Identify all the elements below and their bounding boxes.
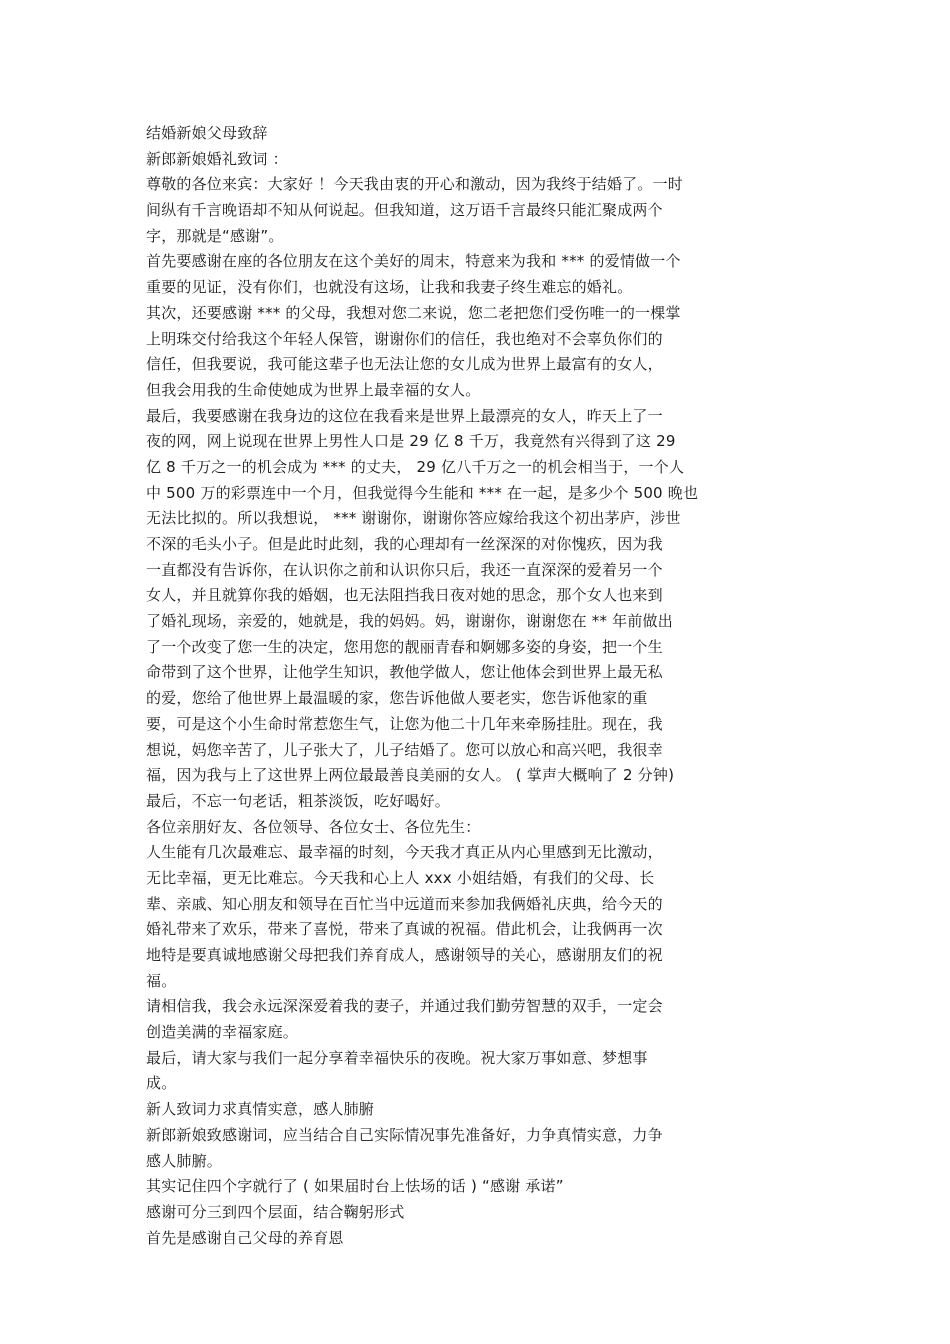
text-line: 女人，并且就算你我的婚姻，也无法阻挡我日夜对她的思念，那个女人也来到	[146, 586, 663, 605]
text-line: 要，可是这个小生命时常惹您生气，让您为他二十几年来牵肠挂肚。现在，我	[146, 714, 663, 733]
text-line: 无法比拟的。所以我想说， *** 谢谢你，谢谢你答应嫁给我这个初出茅庐，涉世	[146, 509, 681, 528]
text-line: 命带到了这个世界，让他学生知识，教他学做人，您让他体会到世界上最无私	[146, 663, 663, 682]
text-line: 间纵有千言晚语却不知从何说起。但我知道，这万语千言最终只能汇聚成两个	[146, 201, 663, 220]
text-line: 夜的网，网上说现在世界上男性人口是 29 亿 8 千万，我竟然有兴得到了这 29	[146, 432, 676, 451]
section-heading: 新郎新娘婚礼致词 ：	[146, 149, 288, 168]
text-line: 地特是要真诚地感谢父母把我们养育成人，感谢领导的关心，感谢朋友们的祝	[146, 946, 663, 964]
text-line: 的爱，您给了他世界上最温暖的家，您告诉他做人要老实，您告诉他家的重	[146, 689, 648, 708]
text-line: 福。	[146, 971, 177, 990]
text-line: 最后，请大家与我们一起分享着幸福快乐的夜晚。祝大家万事如意、梦想事	[146, 1048, 648, 1067]
text-line: 人生能有几次最难忘、最幸福的时刻，今天我才真正从内心里感到无比激动，	[146, 843, 663, 862]
text-line: 其实记住四个字就行了 ( 如果届时台上怯场的话 ) “感谢 承诺”	[146, 1177, 564, 1196]
text-line: 不深的毛头小子。但是此时此刻，我的心理却有一丝深深的对你愧疚，因为我	[146, 535, 663, 553]
text-line: 首先要感谢在座的各位朋友在这个美好的周末，特意来为我和 *** 的爱情做一个	[146, 252, 681, 271]
text-line: 信任，但我要说，我可能这辈子也无法让您的女儿成为世界上最富有的女人，	[146, 355, 663, 374]
text-line: 福，因为我与上了这世界上两位最最善良美丽的女人。 ( 掌声大概响了 2 分钟)	[146, 766, 675, 785]
text-line: 想说，妈您辛苦了，儿子张大了，儿子结婚了。您可以放心和高兴吧，我很幸	[146, 740, 663, 759]
text-line: 上明珠交付给我这个年轻人保管，谢谢你们的信任，我也绝对不会辜负你们的	[146, 329, 663, 348]
document-title: 结婚新娘父母致辞	[146, 124, 268, 142]
text-line: 成。	[146, 1074, 177, 1093]
document-body	[146, 121, 756, 1251]
text-line: 最后，我要感谢在我身边的这位在我看来是世界上最漂亮的女人，昨天上了一	[146, 406, 663, 425]
text-line: 首先是感谢自己父母的养育恩	[146, 1228, 344, 1247]
text-line: 亿 8 千万之一的机会成为 *** 的丈夫， 29 亿八千万之一的机会相当于，一个人	[146, 457, 685, 476]
text-line: 中 500 万的彩票连中一个月，但我觉得今生能和 *** 在一起，是多少个 500 晚也	[146, 483, 699, 502]
text-line: 但我会用我的生命使她成为世界上最幸福的女人。	[146, 380, 481, 399]
text-line: 各位亲朋好友、各位领导、各位女士、各位先生：	[146, 817, 481, 836]
text-line: 创造美满的幸福家庭。	[146, 1023, 299, 1042]
text-line: 辈、亲戚、知心朋友和领导在百忙当中远道而来参加我俩婚礼庆典，给今天的	[146, 894, 663, 913]
text-line: 重要的见证，没有你们，也就没有这场，让我和我妻子终生难忘的婚礼。	[146, 278, 633, 297]
text-line: 最后，不忘一句老话，粗茶淡饭，吃好喝好。	[146, 791, 451, 810]
text-line: 其次，还要感谢 *** 的父母，我想对您二来说，您二老把您们受伤唯一的一棵掌	[146, 303, 681, 322]
text-line: 字，那就是“感谢”。	[146, 226, 284, 245]
text-line: 感人肺腑。	[146, 1151, 223, 1170]
text-line: 请相信我，我会永远深深爱着我的妻子，并通过我们勤劳智慧的双手，一定会	[146, 997, 663, 1016]
text-line: 尊敬的各位来宾：大家好 ！今天我由衷的开心和激动，因为我终于结婚了。一时	[146, 175, 683, 194]
text-line: 了一个改变了您一生的决定，您用您的靓丽青春和婀娜多姿的身姿，把一个生	[146, 637, 663, 656]
text-line: 婚礼带来了欢乐，带来了喜悦，带来了真诚的祝福。借此机会，让我俩再一次	[146, 920, 663, 939]
text-line: 无比幸福，更无比难忘。今天我和心上人 xxx 小姐结婚，有我们的父母、长	[146, 868, 655, 887]
text-line: 感谢可分三到四个层面，结合鞠躬形式	[146, 1202, 405, 1221]
text-line: 了婚礼现场，亲爱的，她就是，我的妈妈。妈，谢谢你，谢谢您在 ** 年前做出	[146, 612, 673, 631]
text-line: 新人致词力求真情实意，感人肺腑	[146, 1100, 375, 1119]
text-line: 新郎新娘致感谢词，应当结合自己实际情况事先准备好，力争真情实意，力争	[146, 1125, 663, 1144]
text-line: 一直都没有告诉你，在认识你之前和认识你只后，我还一直深深的爱着另一个	[146, 560, 663, 579]
